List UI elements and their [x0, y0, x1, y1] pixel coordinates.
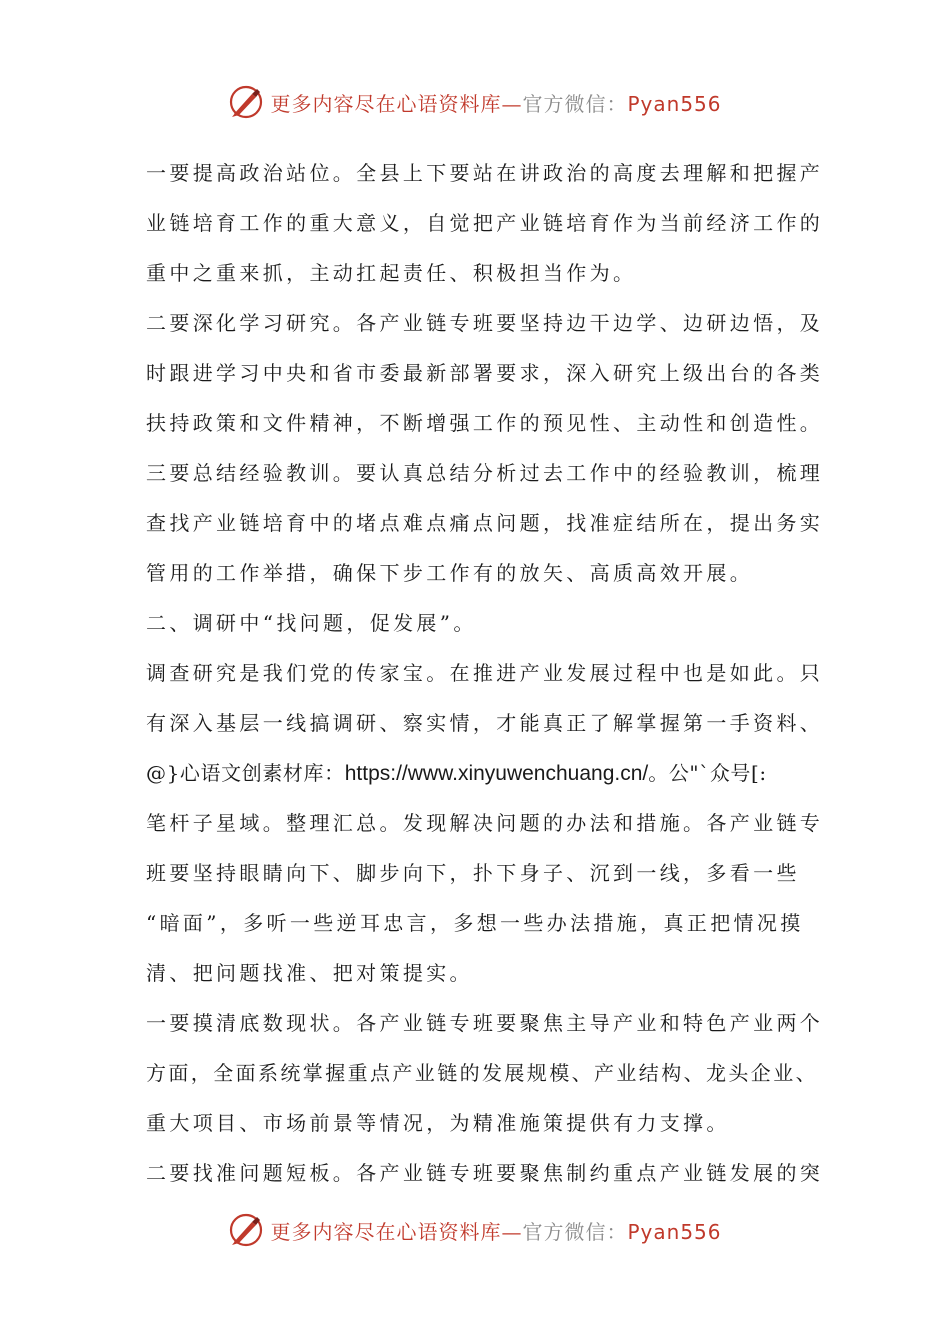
text-line: 班要坚持眼睛向下、脚步向下，扑下身子、沉到一线，多看一些 — [146, 861, 800, 885]
header-banner — [0, 80, 950, 124]
banner-dash: — — [501, 1219, 523, 1244]
watermark-prefix: @}心语文创素材库： — [146, 761, 345, 785]
banner-wechat-id: Pyan556 — [627, 1219, 722, 1244]
text-line: 有深入基层一线搞调研、察实情，才能真正了解掌握第一手资料、 — [146, 711, 824, 735]
document-body — [146, 148, 826, 1198]
text-line: 扶持政策和文件精神，不断增强工作的预见性、主动性和创造性。 — [146, 411, 824, 435]
text-line: 调查研究是我们党的传家宝。在推进产业发展过程中也是如此。只 — [146, 661, 824, 685]
text-line: 重大项目、市场前景等情况，为精准施策提供有力支撑。 — [146, 1111, 730, 1135]
watermark-suffix: 。公"`众号[: — [648, 761, 767, 785]
pen-logo-icon — [228, 1212, 264, 1248]
banner-wechat-id: Pyan556 — [627, 91, 722, 116]
banner-sub-text: 官方微信： — [522, 1219, 628, 1244]
text-line: “暗面”，多听一些逆耳忠言，多想一些办法措施，真正把情况摸 — [146, 911, 804, 935]
banner-dash: — — [501, 91, 523, 116]
text-line: 三要总结经验教训。要认真总结分析过去工作中的经验教训，梳理 — [146, 461, 824, 485]
text-line: 一要提高政治站位。全县上下要站在讲政治的高度去理解和把握产 — [146, 161, 824, 185]
text-line: 管用的工作举措，确保下步工作有的放矢、高质高效开展。 — [146, 561, 754, 585]
text-line: 业链培育工作的重大意义，自觉把产业链培育作为当前经济工作的 — [146, 211, 824, 235]
banner-sub-text: 官方微信： — [522, 91, 628, 116]
text-line: 方面，全面系统掌握重点产业链的发展规模、产业结构、龙头企业、 — [146, 1061, 818, 1085]
text-line: 清、把问题找准、把对策提实。 — [146, 961, 473, 985]
text-line: 重中之重来抓，主动扛起责任、积极担当作为。 — [146, 261, 637, 285]
text-line: 二要深化学习研究。各产业链专班要坚持边干边学、边研边悟，及 — [146, 311, 824, 335]
watermark-url: https://www.xinyuwenchuang.cn/ — [344, 762, 649, 785]
banner-text — [270, 1216, 721, 1245]
text-line: 笔杆子星域。整理汇总。发现解决问题的办法和措施。各产业链专 — [146, 811, 824, 835]
footer-banner — [0, 1208, 950, 1252]
watermark-line — [146, 748, 826, 798]
banner-text — [270, 88, 721, 117]
pen-logo-icon — [228, 84, 264, 120]
banner-main-text: 更多内容尽在心语资料库 — [270, 91, 502, 116]
text-line: 二要找准问题短板。各产业链专班要聚焦制约重点产业链发展的突 — [146, 1161, 824, 1185]
text-line: 一要摸清底数现状。各产业链专班要聚焦主导产业和特色产业两个 — [146, 1011, 824, 1035]
section-heading: 二、调研中“找问题，促发展”。 — [146, 611, 477, 635]
text-line: 查找产业链培育中的堵点难点痛点问题，找准症结所在，提出务实 — [146, 511, 824, 535]
banner-main-text: 更多内容尽在心语资料库 — [270, 1219, 502, 1244]
text-line: 时跟进学习中央和省市委最新部署要求，深入研究上级出台的各类 — [146, 361, 824, 385]
